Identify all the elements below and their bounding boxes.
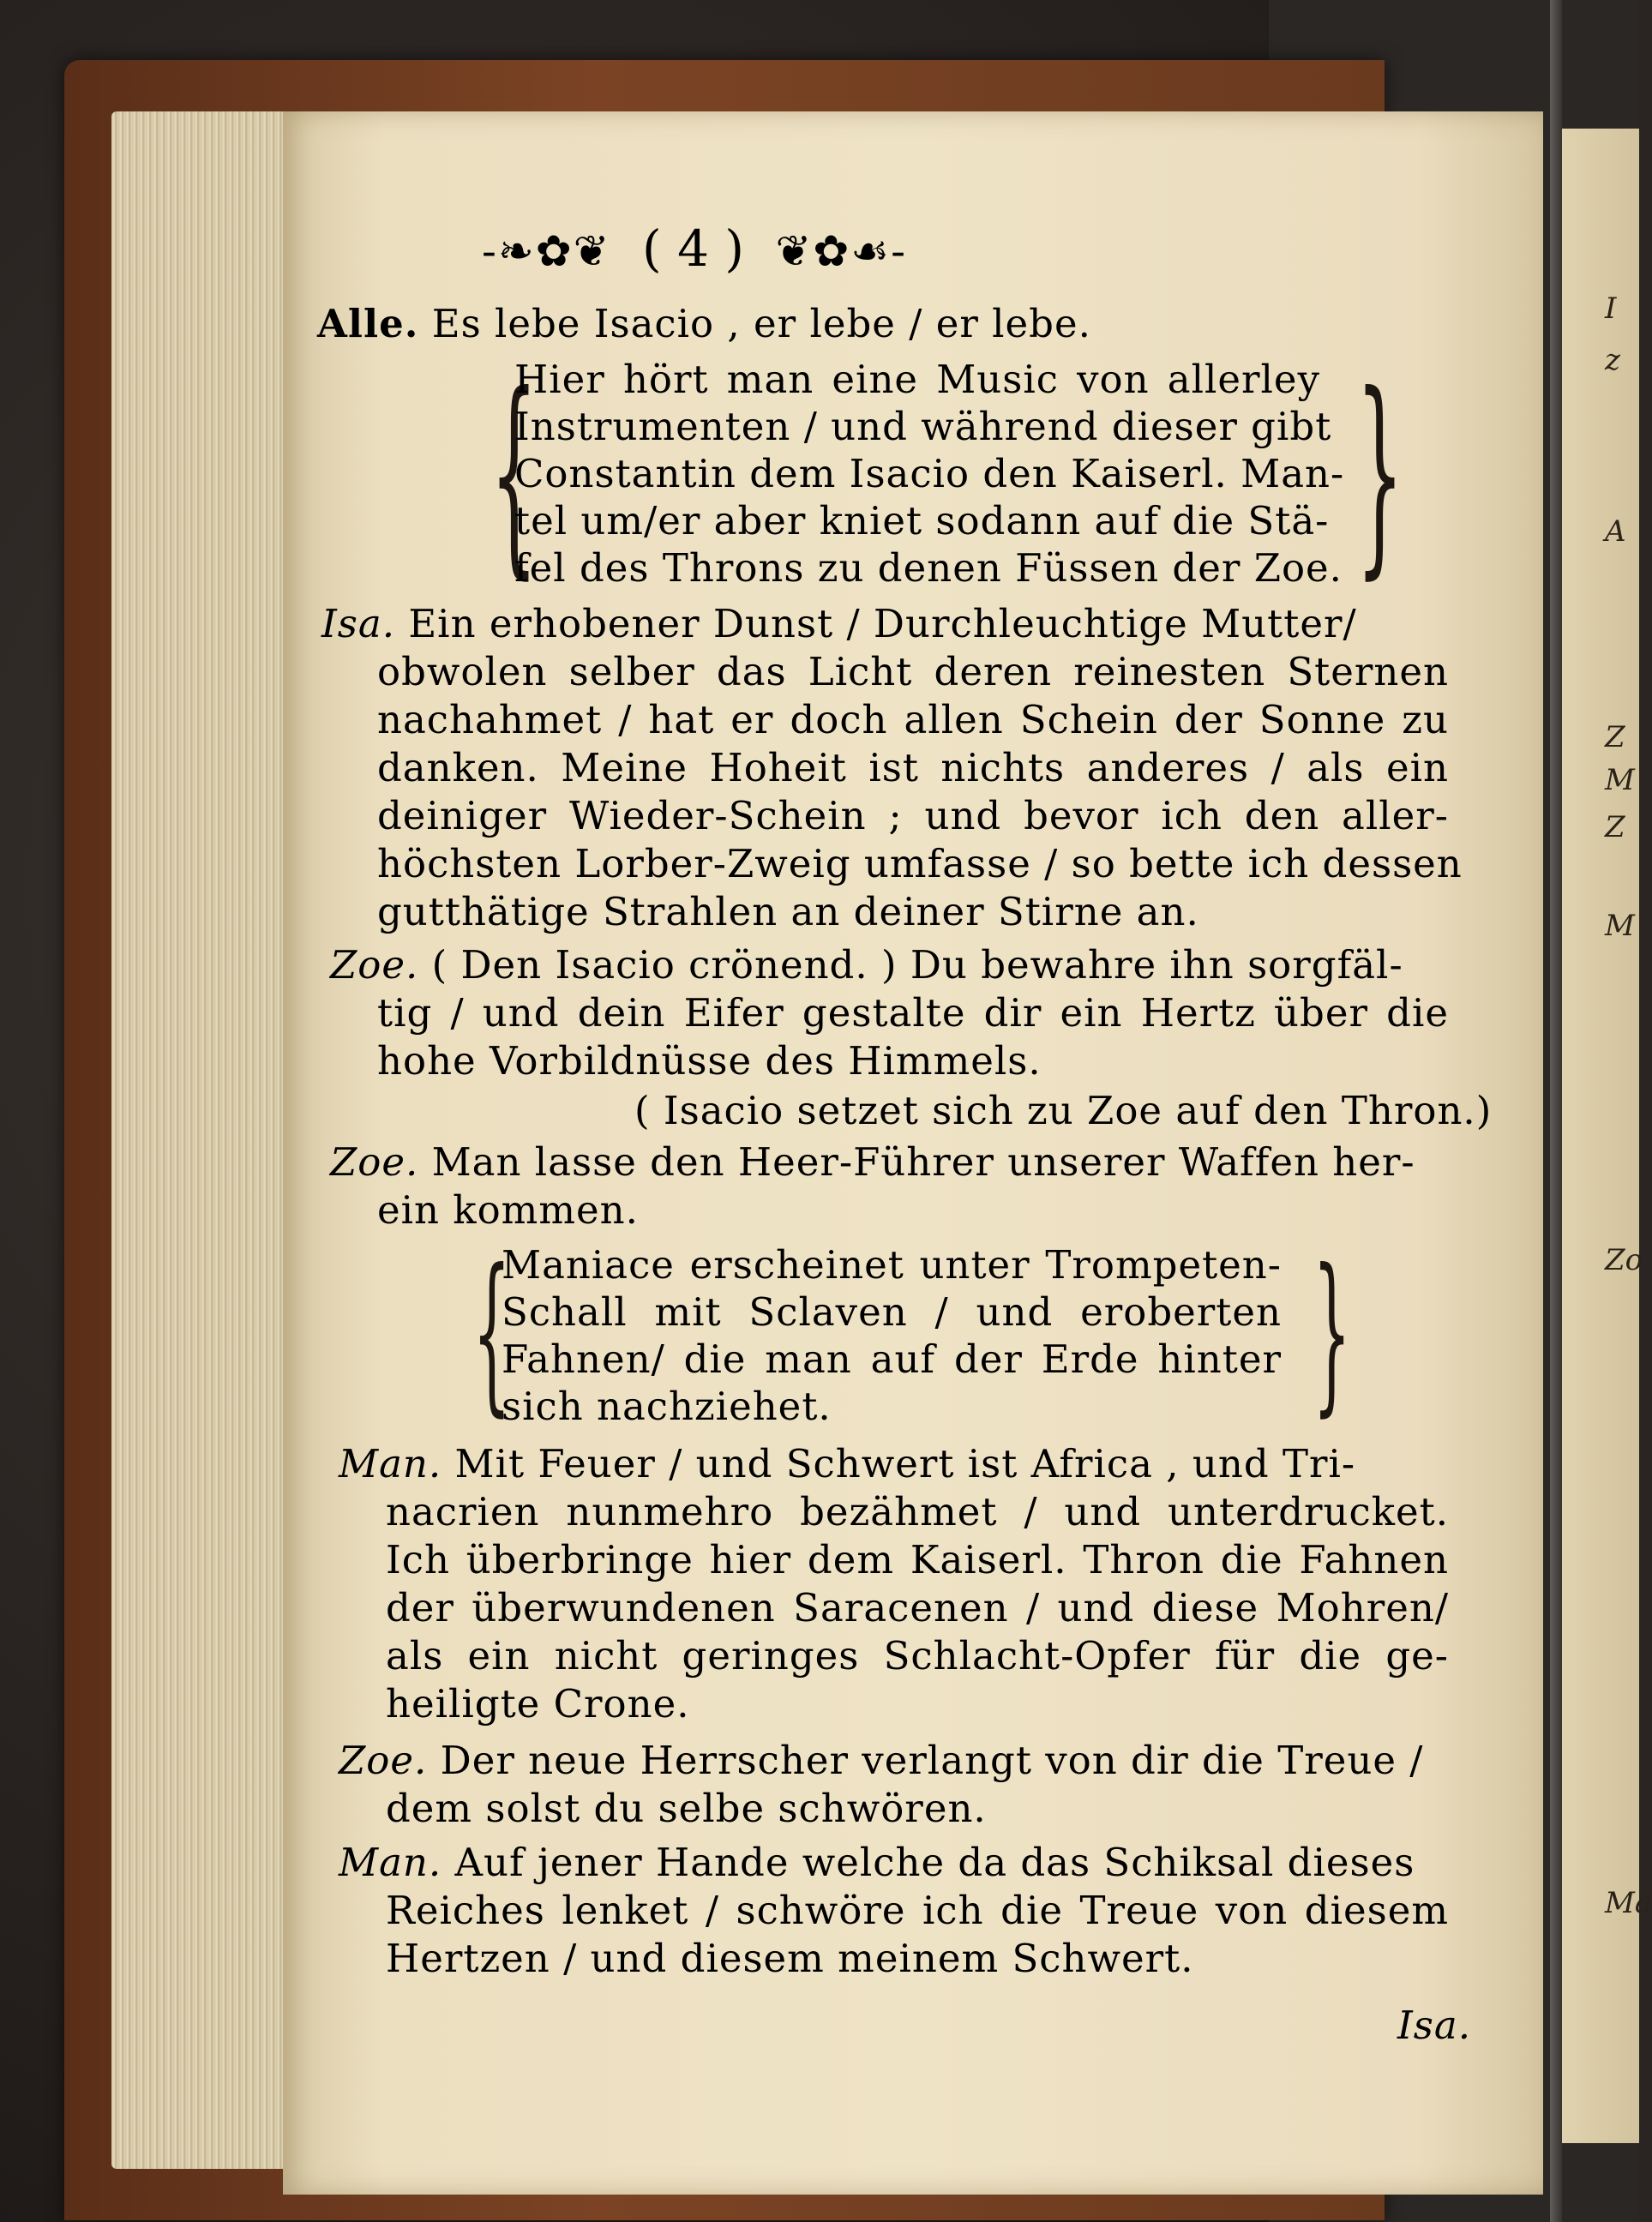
speech-line xyxy=(321,600,1449,648)
speech-line: obwolen selber das Licht deren reinesten Sternen xyxy=(377,649,1449,694)
left-brace: { xyxy=(472,1233,511,1432)
speaker: Man. xyxy=(339,1441,442,1486)
speech-line xyxy=(339,1839,1415,1887)
right-brace: } xyxy=(1355,348,1404,598)
catchword: Isa. xyxy=(1397,2003,1472,2048)
speech-line: Ich überbringe hier dem Kaiserl. Thron die Fahnen xyxy=(386,1537,1449,1582)
speech-line xyxy=(330,1138,1415,1186)
stage-line: Constantin dem Isacio den Kaiserl. Man- xyxy=(514,451,1345,496)
facing-mark: M xyxy=(1605,909,1635,943)
line-text: Mit Feuer / und Schwert ist Africa , und Tri- xyxy=(454,1441,1356,1486)
stage-line: ( Isacio setzet sich zu Zoe auf den Thron.) xyxy=(634,1088,1493,1133)
ornament-left-icon: -❧✿❦ xyxy=(482,226,611,276)
line-text: Es lebe Isacio , er lebe / er lebe. xyxy=(431,301,1091,346)
line-text: Man lasse den Heer-Führer unserer Waffen her- xyxy=(431,1139,1415,1185)
speaker: Alle. xyxy=(317,301,419,346)
stage-line: Fahnen/ die man auf der Erde hinter xyxy=(502,1336,1282,1382)
facing-mark: M xyxy=(1605,763,1635,797)
speaker: Isa. xyxy=(321,601,396,646)
facing-mark: Ma xyxy=(1605,1886,1652,1920)
speech-line: höchsten Lorber-Zweig umfasse / so bette ich dessen xyxy=(377,841,1463,886)
stage-line: Hier hört man eine Music von allerley xyxy=(514,357,1320,402)
speech-line xyxy=(317,300,1091,348)
stage-line: Maniace erscheinet unter Trompeten- xyxy=(502,1242,1282,1288)
speech-line: dem solst du selbe schwören. xyxy=(386,1786,987,1831)
facing-mark: I xyxy=(1605,291,1617,326)
facing-page-margin xyxy=(1605,0,1652,2222)
line-text: ( Den Isacio crönend. ) Du bewahre ihn sorgfäl- xyxy=(431,942,1403,988)
stage-line: Instrumenten / und während dieser gibt xyxy=(514,404,1332,449)
ornament-right-icon: ❦✿☙- xyxy=(775,226,907,276)
page-number: ( 4 ) xyxy=(642,219,745,278)
speaker: Zoe. xyxy=(330,1139,419,1185)
page-edges xyxy=(111,111,291,2169)
speech-line: nachahmet / hat er doch allen Schein der Sonne zu xyxy=(377,697,1449,742)
stage-line: sich nachziehet. xyxy=(502,1384,832,1429)
speech-line: ein kommen. xyxy=(377,1187,639,1233)
line-text: Der neue Herrscher verlangt von dir die Treue / xyxy=(440,1738,1424,1783)
line-text: Ein erhobener Dunst / Durchleuchtige Mutter/ xyxy=(408,601,1357,646)
speech-line: Hertzen / und diesem meinem Schwert. xyxy=(386,1936,1194,1981)
facing-mark: z xyxy=(1605,343,1620,377)
speech-line: hohe Vorbildnüsse des Himmels. xyxy=(377,1038,1042,1084)
speech-line xyxy=(339,1440,1449,1488)
speaker: Zoe. xyxy=(330,942,419,988)
right-brace: } xyxy=(1313,1233,1351,1432)
facing-mark: Zo xyxy=(1605,1243,1643,1277)
speech-line: nacrien nunmehro bezähmet / und unterdrucket. xyxy=(386,1489,1449,1534)
speech-line: als ein nicht geringes Schlacht-Opfer für die ge- xyxy=(386,1633,1449,1679)
speech-line: heiligte Crone. xyxy=(386,1681,690,1727)
speech-line: deiniger Wieder-Schein ; und bevor ich den aller- xyxy=(377,793,1449,838)
stage-line: Schall mit Sclaven / und eroberten xyxy=(502,1289,1282,1335)
speaker: Man. xyxy=(339,1840,442,1885)
stage-line: tel um/er aber kniet sodann auf die Stä- xyxy=(514,498,1330,543)
facing-mark: Z xyxy=(1605,810,1625,844)
speech-line xyxy=(330,941,1403,989)
page-header xyxy=(343,214,1046,283)
line-text: Auf jener Hande welche da das Schiksal dieses xyxy=(454,1840,1415,1885)
speech-line: Reiches lenket / schwöre ich die Treue von diesem xyxy=(386,1888,1449,1933)
speech-line xyxy=(339,1737,1423,1785)
speech-line: tig / und dein Eifer gestalte dir ein Hertz über die xyxy=(377,990,1449,1036)
facing-mark: Z xyxy=(1605,720,1625,754)
glass-plate-edge xyxy=(1550,0,1562,2222)
speech-line: danken. Meine Hoheit ist nichts anderes / als ein xyxy=(377,745,1449,790)
facing-mark: A xyxy=(1605,514,1626,549)
speech-line: der überwundenen Saracenen / und diese Mohren/ xyxy=(386,1585,1449,1630)
speech-line: gutthätige Strahlen an deiner Stirne an. xyxy=(377,889,1199,934)
left-brace: { xyxy=(490,348,538,598)
speaker: Zoe. xyxy=(339,1738,428,1783)
stage-line: fel des Throns zu denen Füssen der Zoe. xyxy=(514,545,1343,591)
